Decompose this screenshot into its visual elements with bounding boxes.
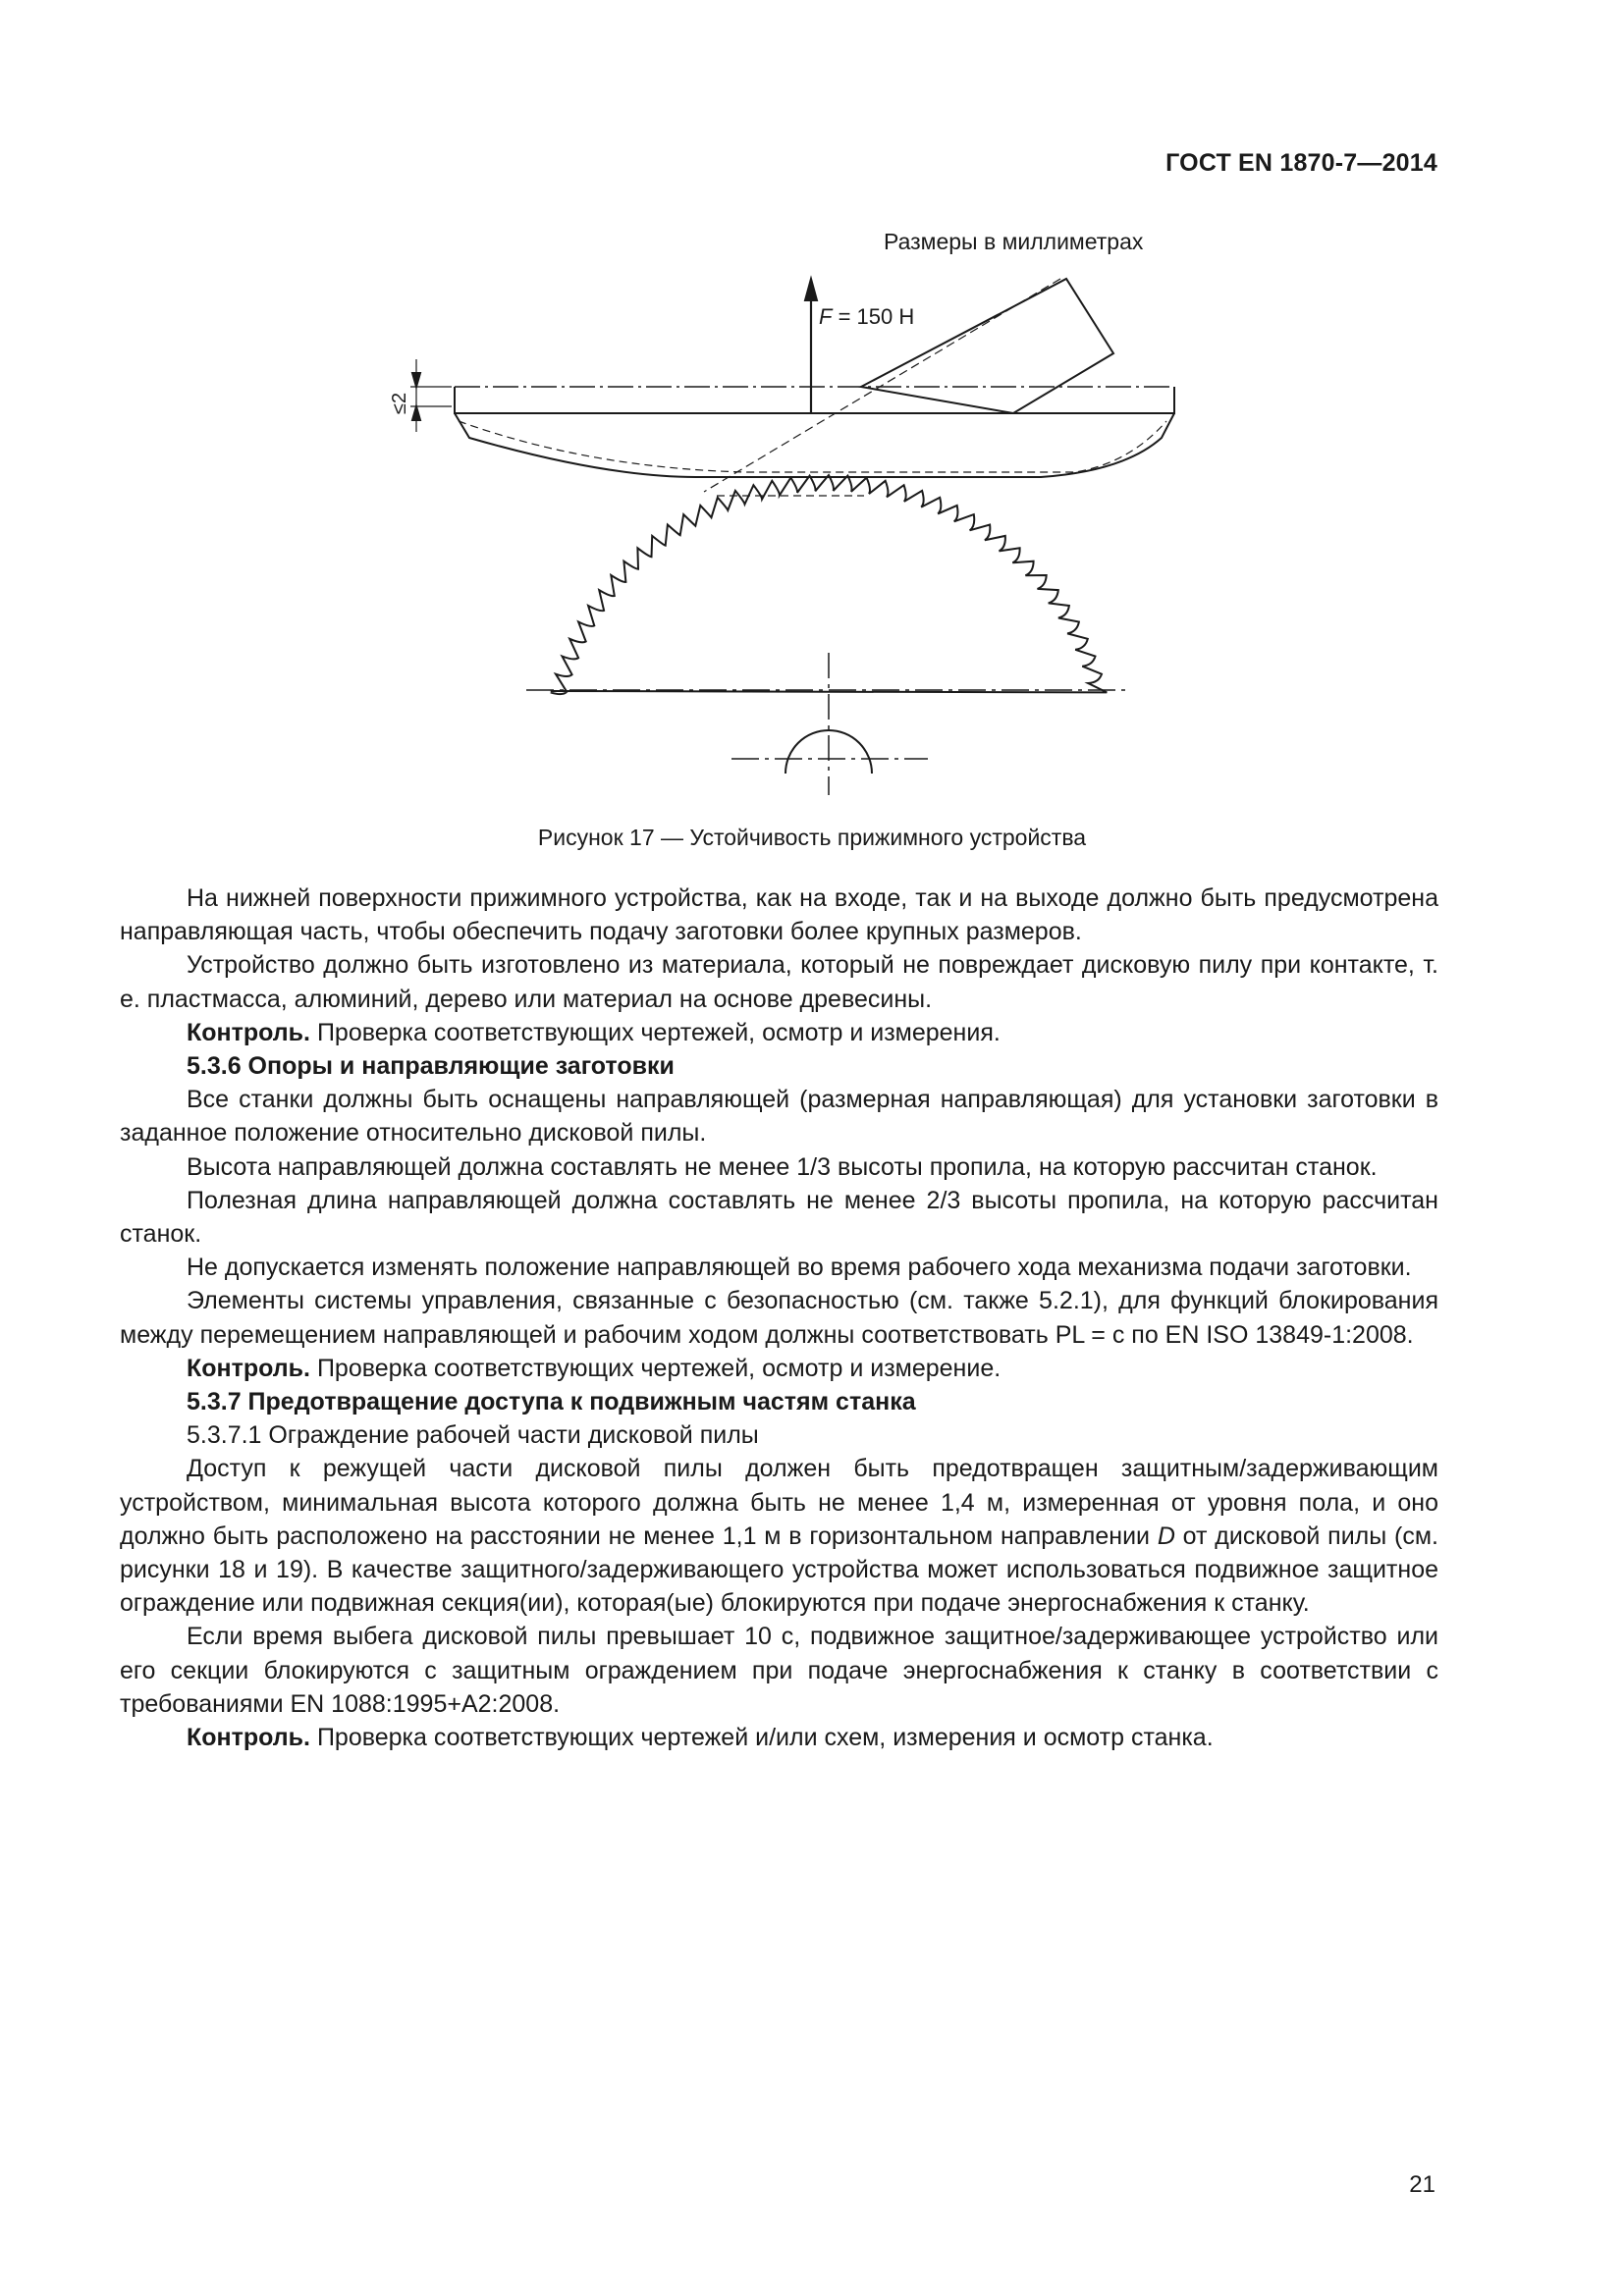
gap-arrow-bottom	[412, 406, 420, 420]
paragraph: Элементы системы управления, связанные с безопасностью (см. также 5.2.1), для функций блокирования между перемещением направляющей и рабочим ходом должны соответствовать PL = c по EN ISO 13849-1:2008.	[120, 1287, 1438, 1349]
paragraph	[120, 1452, 1438, 1620]
paragraph: Если время выбега дисковой пилы превышает 10 с, подвижное защитное/задерживающее устройство или его секции блокируются с защитным ограждением при подаче энергоснабжения к станку в соответствии с требованиями EN 1088:1995+A2:2008.	[120, 1623, 1438, 1718]
paragraph: На нижней поверхности прижимного устройства, как на входе, так и на выходе должно быть предусмотрена направляющая часть, чтобы обеспечить подачу заготовки более крупных размеров.	[120, 884, 1438, 946]
control-paragraph	[120, 1721, 1438, 1754]
paragraph: Не допускается изменять положение направляющей во время рабочего хода механизма подачи заготовки.	[187, 1254, 1412, 1282]
gap-arrow-top	[412, 373, 420, 387]
paragraph: Все станки должны быть оснащены направляющей (размерная направляющая) для установки заготовки в заданное положение относительно дисковой пилы.	[120, 1086, 1438, 1148]
control-label: Контроль.	[187, 1354, 310, 1382]
control-label: Контроль.	[187, 1724, 310, 1752]
pressure-device-body	[455, 387, 1174, 413]
heading-text: 5.3.6 Опоры и направляющие заготовки	[187, 1052, 675, 1081]
force-label: F = 150 Н	[819, 304, 915, 329]
inclined-workpiece	[861, 279, 1113, 413]
figure-caption: Рисунок 17 — Устойчивость прижимного устройства	[537, 825, 1087, 850]
pressure-device-lower-profile	[455, 413, 1174, 477]
paragraph: Высота направляющей должна составлять не менее 1/3 высоты пропила, на которую рассчитан станок.	[187, 1152, 1378, 1181]
control-text: Проверка соответствующих чертежей, осмотр и измерение.	[310, 1354, 1001, 1382]
paragraph-text: Доступ к режущей части дисковой пилы должен быть предотвращен защитным/задерживающим устройством, минимальная высота которого должна быть не менее 1,4 м, измеренная от уровня пола, и оно должно быть расположено на расстоянии не менее 1,1 м в горизонтальном направлении	[120, 1455, 1438, 1550]
pressure-device-inner-dashed	[459, 421, 1166, 472]
gap-label: ≤2	[389, 392, 410, 414]
control-text: Проверка соответствующих чертежей и/или схем, измерения и осмотр станка.	[310, 1724, 1214, 1752]
document-code: ГОСТ EN 1870-7—2014	[1165, 149, 1437, 177]
page-number: 21	[1409, 2171, 1435, 2198]
control-paragraph	[120, 1352, 1438, 1385]
figure-17-drawing	[0, 0, 1624, 864]
paragraph: Устройство должно быть изготовлено из материала, который не повреждает дисковую пилу при контакте, т. е. пластмасса, алюминий, дерево или материал на основе древесины.	[120, 951, 1438, 1013]
section-heading-5-3-6	[120, 1049, 1438, 1083]
control-text: Проверка соответствующих чертежей, осмотр и измерения.	[310, 1018, 1001, 1046]
variable-d: D	[1157, 1522, 1175, 1550]
force-arrowhead	[805, 279, 817, 300]
subsection-heading-5-3-7-1: 5.3.7.1 Ограждение рабочей части дисковой пилы	[187, 1421, 759, 1450]
section-heading-5-3-7	[120, 1385, 1438, 1418]
dimensions-note: Размеры в миллиметрах	[884, 229, 1144, 254]
paragraph: Полезная длина направляющей должна составлять не менее 2/3 высоты пропила, на которую рассчитан станок.	[120, 1186, 1438, 1249]
body-text	[120, 881, 1438, 1754]
control-paragraph	[120, 1016, 1438, 1049]
paragraph-text: от дисковой пилы (см. рисунки 18 и 19). В качестве защитного/задерживающего устройства может использоваться подвижное защитное ограждение или подвижная секция(ии), которая(ые) блокируются при подаче энергоснабжения к станку.	[120, 1522, 1438, 1618]
heading-text: 5.3.7 Предотвращение доступа к подвижным частям станка	[187, 1388, 916, 1416]
control-label: Контроль.	[187, 1018, 310, 1046]
